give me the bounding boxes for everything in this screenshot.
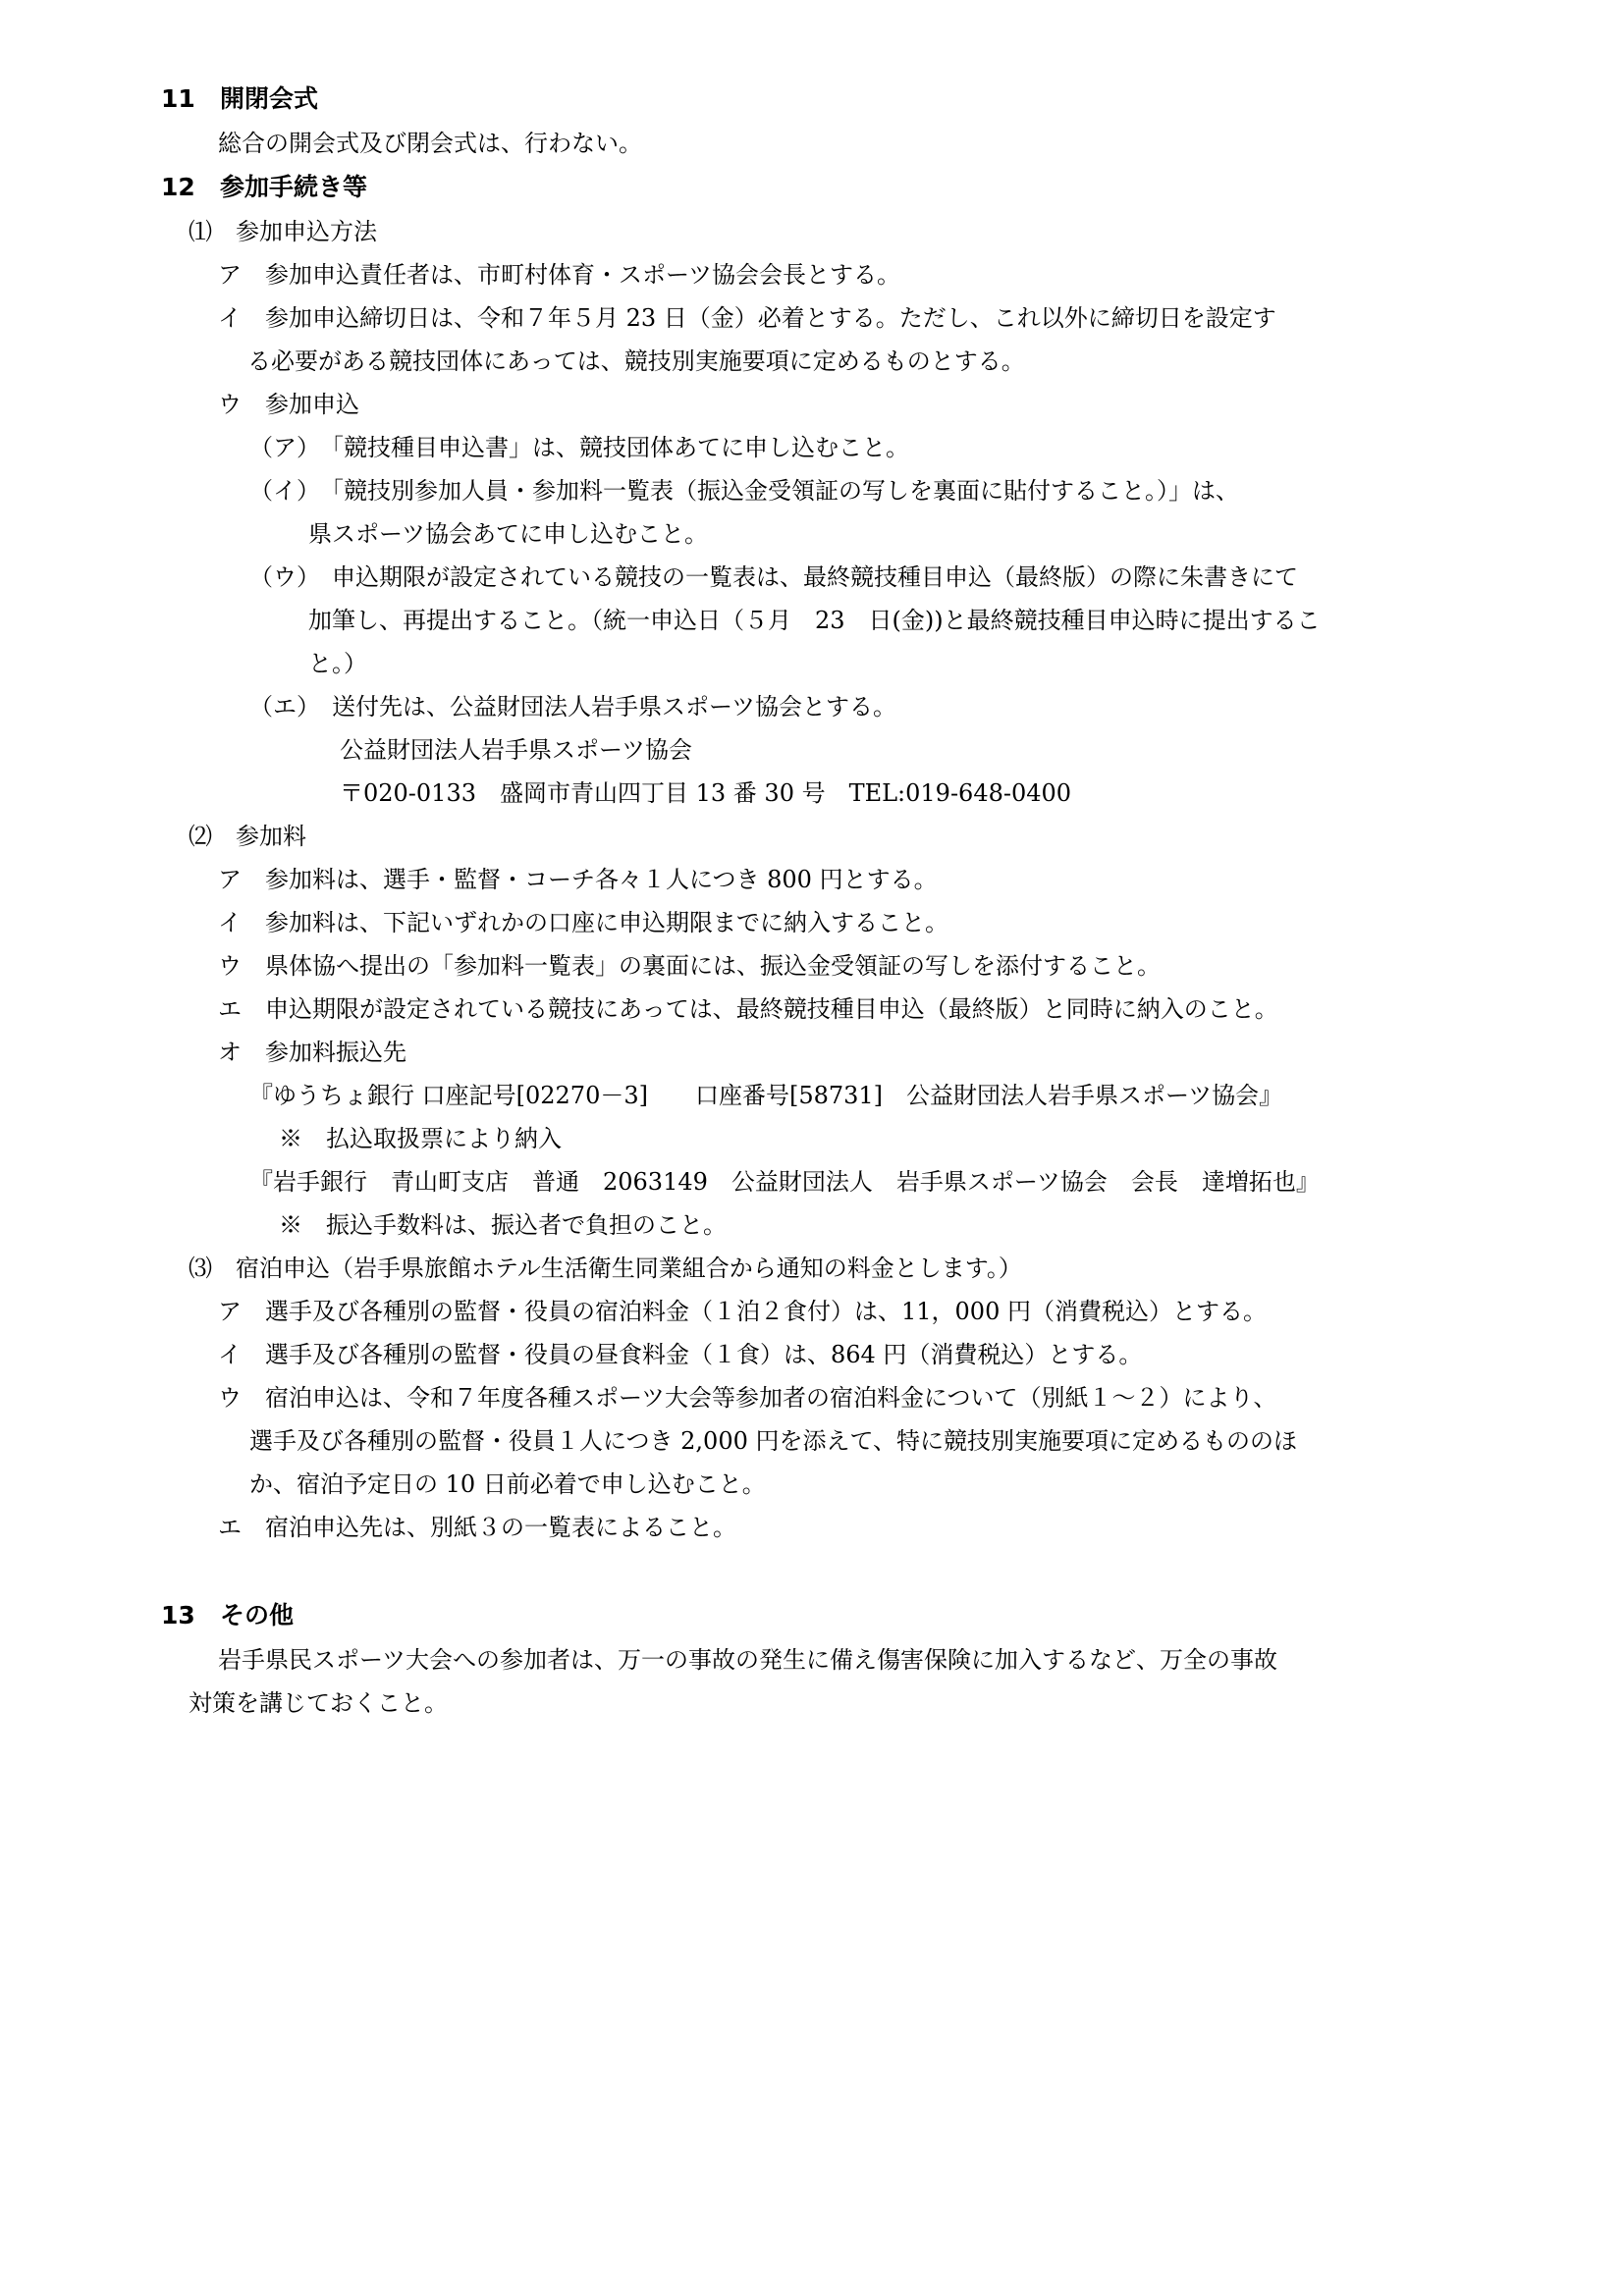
- section-11-body: 総合の開会式及び閉会式は、行わない。: [218, 130, 642, 157]
- item-1-u-u-line3: と。）: [308, 650, 367, 677]
- item-1-u-i-line2: 県スポーツ協会あてに申し込むこと。: [308, 520, 709, 548]
- subsection-3-title: ⑶ 宿泊申込（岩手県旅館ホテル生活衛生同業組合から通知の料金とします。）: [189, 1255, 1022, 1282]
- bank-account-yucho-note: ※ 払込取扱票により納入: [279, 1125, 562, 1152]
- item-1-u: ウ 参加申込: [218, 391, 359, 418]
- item-2-a: ア 参加料は、選手・監督・コーチ各々１人につき 800 円とする。: [218, 866, 938, 893]
- item-3-a: ア 選手及び各種別の監督・役員の宿泊料金（１泊２食付）は、11，000 円（消費税込）とする。: [218, 1298, 1267, 1325]
- bank-account-iwategin: 『岩手銀行 青山町支店 普通 2063149 公益財団法人 岩手県スポーツ協会 会長 達増拓也』: [249, 1168, 1320, 1196]
- section-12-heading: 参加手続き等: [220, 173, 368, 201]
- item-2-o: オ 参加料振込先: [218, 1039, 406, 1066]
- bank-account-yucho: 『ゆうちょ銀行 口座記号[02270－3] 口座番号[58731] 公益財団法人岩手県スポーツ協会』: [249, 1082, 1283, 1109]
- recipient-address: 〒020-0133 盛岡市青山四丁目 13 番 30 号 TEL:019-648-0400: [340, 779, 1072, 807]
- subsection-2-title: ⑵ 参加料: [189, 823, 306, 850]
- item-1-a: ア 参加申込責任者は、市町村体育・スポーツ協会会長とする。: [218, 261, 901, 289]
- item-3-e: エ 宿泊申込先は、別紙３の一覧表によること。: [218, 1514, 736, 1541]
- section-13-heading: その他: [220, 1601, 295, 1629]
- item-2-i: イ 参加料は、下記いずれかの口座に申込期限までに納入すること。: [218, 909, 948, 936]
- section-13-body-line2: 対策を講じておくこと。: [189, 1689, 448, 1717]
- bank-account-iwategin-note: ※ 振込手数料は、振込者で負担のこと。: [279, 1211, 727, 1239]
- item-2-e: エ 申込期限が設定されている競技にあっては、最終競技種目申込（最終版）と同時に納入のこと。: [218, 995, 1278, 1023]
- item-1-u-a: （ア） 「競技種目申込書」は、競技団体あてに申し込むこと。: [249, 434, 909, 461]
- item-3-u-line2: 選手及び各種別の監督・役員１人につき 2,000 円を添えて、特に競技別実施要項に定めるもののほ: [249, 1427, 1298, 1455]
- item-1-u-u-line1: （ウ） 申込期限が設定されている競技の一覧表は、最終競技種目申込（最終版）の際に朱書きにて: [249, 563, 1298, 591]
- section-12-number: 12: [161, 173, 195, 201]
- item-1-i-line2: る必要がある競技団体にあっては、競技別実施要項に定めるものとする。: [247, 347, 1025, 375]
- section-13-number: 13: [161, 1601, 195, 1629]
- item-2-u: ウ 県体協へ提出の「参加料一覧表」の裏面には、振込金受領証の写しを添付すること。: [218, 952, 1161, 980]
- recipient-name: 公益財団法人岩手県スポーツ協会: [340, 736, 693, 764]
- item-3-u-line1: ウ 宿泊申込は、令和７年度各種スポーツ大会等参加者の宿泊料金について（別紙１～２）により、: [218, 1384, 1277, 1412]
- item-1-u-e: （エ） 送付先は、公益財団法人岩手県スポーツ協会とする。: [249, 693, 897, 721]
- item-3-i: イ 選手及び各種別の監督・役員の昼食料金（１食）は、864 円（消費税込）とする。: [218, 1341, 1143, 1368]
- section-11-heading: 開閉会式: [220, 84, 319, 113]
- item-1-u-i-line1: （イ） 「競技別参加人員・参加料一覧表（振込金受領証の写しを裏面に貼付すること。）」は、: [249, 477, 1239, 505]
- subsection-1-title: ⑴ 参加申込方法: [189, 218, 377, 245]
- item-3-u-line3: か、宿泊予定日の 10 日前必着で申し込むこと。: [249, 1470, 766, 1498]
- section-13-body-line1: 岩手県民スポーツ大会への参加者は、万一の事故の発生に備え傷害保険に加入するなど、万全の事故: [218, 1646, 1278, 1674]
- item-1-u-u-line2: 加筆し、再提出すること。（統一申込日（５月 23 日(金))と最終競技種目申込時に提出するこ: [308, 607, 1321, 634]
- item-1-i-line1: イ 参加申込締切日は、令和７年５月 23 日（金）必着とする。ただし、これ以外に締切日を設定す: [218, 304, 1276, 332]
- section-11-number: 11: [161, 84, 195, 113]
